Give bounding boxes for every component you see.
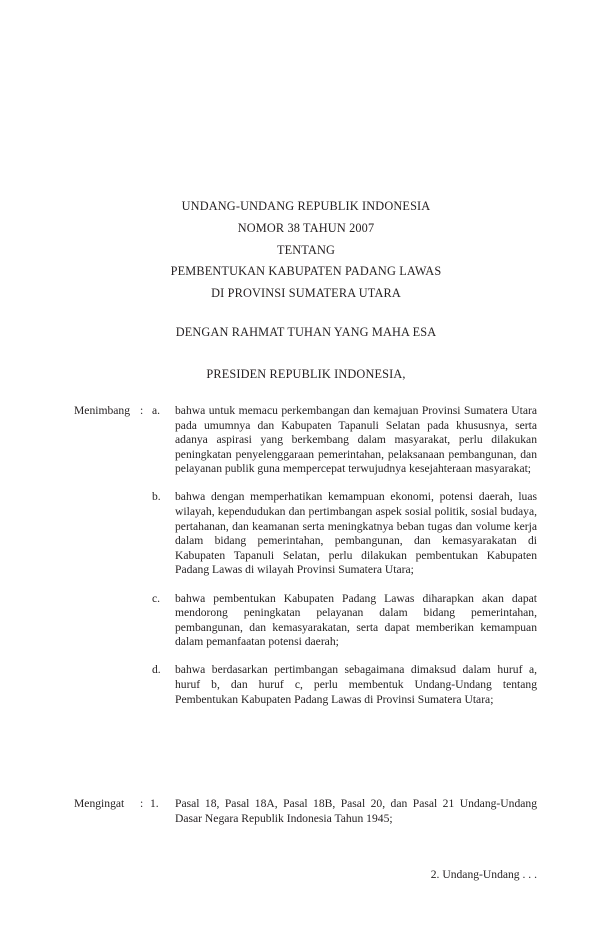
mengingat-colon: :: [140, 797, 144, 810]
menimbang-label: Menimbang: [74, 404, 131, 417]
mengingat-item-1: [0, 797, 612, 826]
page-title: UNDANG-UNDANG REPUBLIK INDONESIA: [181, 199, 431, 213]
clause-marker-1: 1.: [150, 797, 159, 810]
menimbang-item-b: [0, 490, 612, 578]
clause-text-a: bahwa untuk memacu perkembangan dan kemajuan Provinsi Sumatera Utara pada umumnya dan Kabupaten Tapanuli Selatan pada khususnya, serta adanya aspirasi yang berkembang dalam masyarakat, perlu dilakukan peningkatan penyelenggaraan pemerintahan, pelaksanaan pembangunan, dan pelayanan publik guna mempercepat terwujudnya kesejahteraan masyarakat;: [175, 404, 537, 476]
clause-text-1: Pasal 18, Pasal 18A, Pasal 18B, Pasal 20, dan Pasal 21 Undang-Undang Dasar Negara Republik Indonesia Tahun 1945;: [175, 797, 537, 825]
document-region: DI PROVINSI SUMATERA UTARA: [211, 286, 401, 301]
preamble-authority: PRESIDEN REPUBLIK INDONESIA,: [206, 366, 406, 381]
clause-text-d: bahwa berdasarkan pertimbangan sebagaimana dimaksud dalam huruf a, huruf b, dan huruf c, perlu membentuk Undang-Undang tentang Pembentukan Kabupaten Padang Lawas di Provinsi Sumatera Utara;: [175, 663, 537, 706]
document-subject: PEMBENTUKAN KABUPATEN PADANG LAWAS: [170, 264, 442, 279]
page-catchword: 2. Undang-Undang . . .: [430, 868, 537, 881]
mengingat-section: [0, 797, 612, 826]
menimbang-section: [0, 404, 612, 707]
preamble-block: [0, 322, 612, 386]
clause-text-b: bahwa dengan memperhatikan kemampuan ekonomi, potensi daerah, luas wilayah, kependudukan dan pertimbangan aspek sosial politik, sosial budaya, pertahanan, dan keamanan serta meningkatnya beban tugas dan volume kerja dalam bidang pemerintahan, pembangunan, dan kemasyarakatan di Kabupaten Tapanuli Selatan, perlu dilakukan pembentukan Kabupaten Padang Lawas di wilayah Provinsi Sumatera Utara;: [175, 490, 537, 577]
document-title-block: [0, 196, 612, 305]
menimbang-item-a: [0, 404, 612, 477]
mengingat-label: Mengingat: [74, 797, 125, 810]
menimbang-colon: :: [140, 404, 144, 417]
menimbang-item-c: [0, 592, 612, 650]
clause-text-c: bahwa pembentukan Kabupaten Padang Lawas diharapkan akan dapat mendorong peningkatan pelayanan dalam bidang pemerintahan, pembangunan, dan kemasyarakatan, serta dapat memberikan kemampuan dalam pemanfaatan potensi daerah;: [175, 591, 537, 649]
clause-marker-b: b.: [152, 490, 161, 504]
menimbang-item-d: [0, 663, 612, 707]
clause-marker-d: d.: [152, 663, 161, 677]
document-about-label: TENTANG: [276, 242, 336, 257]
clause-marker-c: c.: [152, 591, 161, 605]
clause-marker-a: a.: [152, 404, 161, 417]
document-number: NOMOR 38 TAHUN 2007: [237, 220, 375, 235]
preamble-blessing: DENGAN RAHMAT TUHAN YANG MAHA ESA: [175, 325, 437, 339]
